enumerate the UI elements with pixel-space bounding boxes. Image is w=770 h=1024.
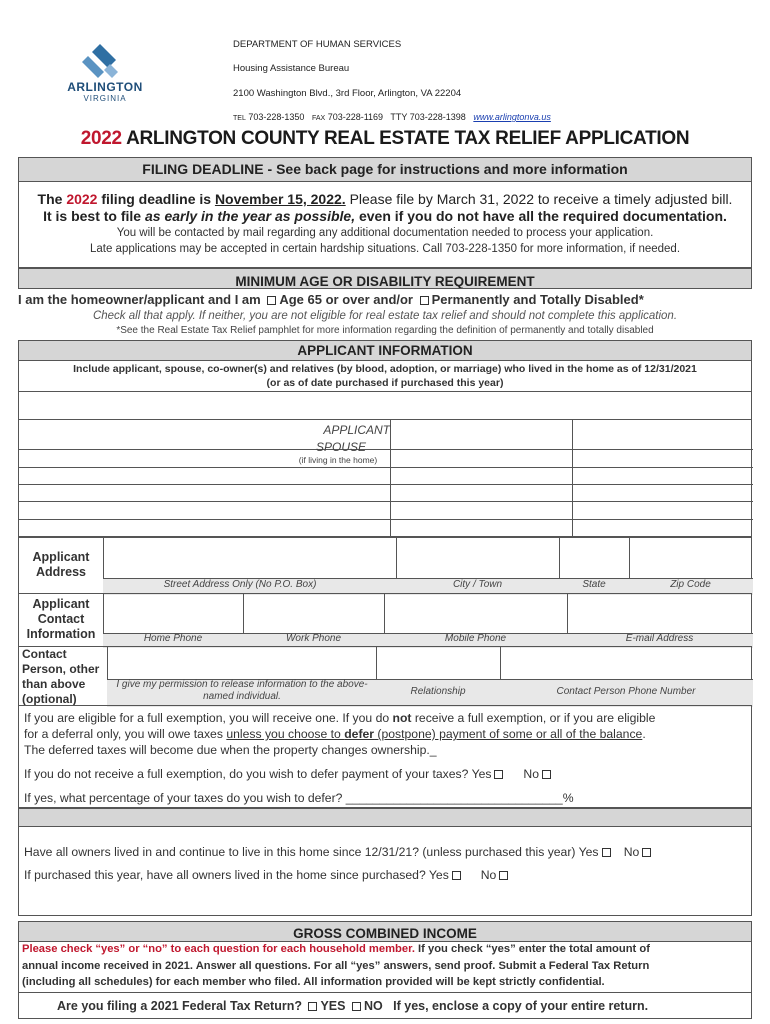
deferral-defer: defer [344, 727, 375, 741]
work-phone-field[interactable] [243, 594, 383, 632]
tax-return-no-label: NO [363, 999, 383, 1013]
email-caption: E-mail Address [625, 633, 694, 644]
contact-person-label: Contact Person, other than above (optional) [22, 647, 100, 706]
household-header-row[interactable] [18, 391, 752, 420]
tax-return-no-checkbox[interactable] [352, 1002, 361, 1011]
deferral-para-2 [24, 727, 646, 741]
deferral-p1-a: If you are eligible for a full exemption, you will receive one. If you do [24, 711, 393, 725]
contact-phone-field[interactable] [500, 647, 751, 678]
filing-l1-c: Please file by March 31, 2022 to receive a timely adjusted bill. [345, 191, 733, 207]
fax-number: 703-228-1169 [327, 112, 384, 122]
applicant-instruction-2: (or as of date purchased if purchased this year) [266, 377, 504, 389]
deferral-para-1 [24, 711, 655, 725]
tax-return-question-text: Are you filing a 2021 Federal Tax Return? [57, 999, 302, 1013]
income-bar: GROSS COMBINED INCOME [18, 921, 752, 942]
owners-q2-yes-checkbox[interactable] [452, 871, 461, 880]
home-phone-caption: Home Phone [143, 633, 203, 644]
deferral-p2-u1: unless you choose to [226, 727, 345, 741]
tax-return-instruction: If yes, enclose a copy of your entire return. [393, 999, 649, 1013]
defer-question [24, 767, 554, 781]
title-text: ARLINGTON COUNTY REAL ESTATE TAX RELIEF APPLICATION [121, 128, 690, 149]
home-phone-field[interactable] [103, 594, 242, 632]
income-red-instruction: Please check “yes” or “no” to each question for each household member. [22, 943, 415, 955]
logo-line1: ARLINGTON [67, 80, 143, 94]
website-link[interactable]: www.arlingtonva.us [473, 112, 551, 122]
defer-yes-checkbox[interactable] [494, 770, 503, 779]
tel-label: TEL [233, 115, 246, 122]
title-year: 2022 [80, 128, 122, 149]
income-l1-b: If you check “yes” enter the total amount of [414, 943, 650, 955]
filing-line-3: You will be contacted by mail regarding any additional documentation needed to process your application. [116, 227, 654, 239]
permission-caption: I give my permission to release information to the above-named individual. [116, 679, 368, 702]
defer-no-label: No [523, 767, 539, 781]
filing-l1-a: The [37, 191, 67, 207]
filing-l1-b: filing deadline is [97, 191, 215, 207]
arlington-diamond-icon [60, 42, 150, 82]
deferral-para-3: The deferred taxes will become due when the property changes ownership._ [24, 743, 437, 757]
mobile-phone-caption: Mobile Phone [444, 633, 507, 644]
logo-line2: VIRGINIA [83, 94, 127, 103]
section-divider-bar [18, 808, 752, 827]
city-field[interactable] [396, 538, 558, 577]
deferral-p2-u2: (postpone) payment of some or all of the balance [374, 727, 643, 741]
contact-numbers [233, 112, 551, 122]
age-disability-bar: MINIMUM AGE OR DISABILITY REQUIREMENT [18, 268, 752, 289]
age-footnote: *See the Real Estate Tax Relief pamphlet for more information regarding the definition of permanently and totally disabled [116, 325, 654, 336]
disabled-checkbox[interactable] [420, 296, 429, 305]
mobile-phone-field[interactable] [384, 594, 566, 632]
table-row[interactable] [18, 518, 389, 537]
owners-q2-text: If purchased this year, have all owners lived in the home since purchased? Yes [24, 868, 449, 882]
income-line-1 [22, 943, 650, 955]
tty-number: TTY 703-228-1398 [390, 112, 466, 122]
age-note: Check all that apply. If neither, you are not eligible for real estate tax relief and should not complete this application. [92, 310, 678, 322]
zip-field[interactable] [629, 538, 751, 577]
filing-line-4: Late applications may be accepted in certain hardship situations. Call 703-228-1350 for more information, if needed. [89, 243, 681, 255]
deferral-p1-b: receive a full exemption, or if you are eligible [411, 711, 656, 725]
contact-phone-caption: Contact Person Phone Number [556, 686, 696, 697]
defer-percentage-question[interactable]: If yes, what percentage of your taxes do you wish to defer? ________________________________% [24, 791, 574, 805]
age-65-label: Age 65 or over and/or [279, 292, 413, 307]
contact-label: Applicant Contact Information [26, 597, 96, 641]
filing-l2-a: It is best to file [43, 208, 145, 224]
work-phone-caption: Work Phone [285, 633, 342, 644]
row-label-spouse: SPOUSE [315, 440, 366, 454]
zip-caption: Zip Code [670, 579, 711, 590]
table-row[interactable] [18, 500, 389, 518]
state-field[interactable] [559, 538, 628, 577]
owners-q1-no-checkbox[interactable] [642, 848, 651, 857]
filing-l2-c: even if you do not have all the required documentation. [355, 208, 727, 224]
tel-number: 703-228-1350 [248, 112, 305, 122]
email-field[interactable] [567, 594, 751, 632]
applicant-info-bar: APPLICANT INFORMATION [18, 340, 752, 361]
state-caption: State [582, 579, 606, 590]
defer-question-text: If you do not receive a full exemption, do you wish to defer payment of your taxes? Yes [24, 767, 492, 781]
department-name: DEPARTMENT OF HUMAN SERVICES [233, 39, 402, 50]
filing-line-1 [18, 191, 752, 207]
deferral-p2-a: for a deferral only, you will owe taxes [24, 727, 227, 741]
tax-return-yes-label: YES [320, 999, 346, 1013]
owners-q2-no-checkbox[interactable] [499, 871, 508, 880]
table-row[interactable] [18, 466, 389, 483]
street-caption: Street Address Only (No P.O. Box) [163, 579, 317, 590]
owners-q1-no-label: No [623, 845, 640, 859]
filing-deadline-date: November 15, 2022. [214, 191, 346, 207]
arlington-logo [60, 42, 150, 104]
fax-label: FAX [311, 115, 326, 122]
table-row[interactable] [18, 483, 389, 500]
age-line-label: I am the homeowner/applicant and I am [18, 292, 261, 307]
age-65-checkbox[interactable] [267, 296, 276, 305]
relationship-field[interactable] [376, 647, 499, 678]
deferral-p2-b: . [642, 727, 646, 741]
owners-q1-yes-checkbox[interactable] [602, 848, 611, 857]
filing-deadline-bar: FILING DEADLINE - See back page for instructions and more information [18, 157, 752, 182]
filing-l2-b: as early in the year as possible, [144, 208, 356, 224]
city-caption: City / Town [452, 579, 503, 590]
income-line-2: annual income received in 2021. Answer all questions. For all “yes” answers, send proof. Submit a Federal Tax Return [22, 960, 650, 972]
office-address: 2100 Washington Blvd., 3rd Floor, Arlington, VA 22204 [233, 88, 462, 99]
defer-no-checkbox[interactable] [542, 770, 551, 779]
age-line [18, 292, 644, 307]
applicant-instruction-1: Include applicant, spouse, co-owner(s) and relatives (by blood, adoption, or marriage) who lived in the home as of 12/31/2021 [73, 363, 697, 375]
deferral-not: not [392, 711, 412, 725]
filing-l1-year: 2022 [66, 191, 98, 207]
owners-q1-text: Have all owners lived in and continue to live in this home since 12/31/21? (unless purchased this year) Yes [24, 845, 599, 859]
tax-return-question [57, 999, 648, 1013]
bureau-name: Housing Assistance Bureau [233, 63, 350, 74]
disabled-label: Permanently and Totally Disabled* [431, 292, 644, 307]
contact-person-name-field[interactable] [107, 647, 375, 678]
income-line-3: (including all schedules) for each member who filed. All information provided will be kept strictly confidential. [22, 976, 605, 988]
address-label: Applicant Address [32, 550, 90, 579]
owners-question-1 [24, 845, 654, 859]
relationship-caption: Relationship [410, 686, 466, 697]
row-label-spouse-note: (if living in the home) [298, 455, 378, 465]
filing-line-2 [18, 208, 752, 224]
owners-question-2 [24, 868, 511, 882]
tax-return-yes-checkbox[interactable] [308, 1002, 317, 1011]
owners-q2-no-label: No [480, 868, 497, 882]
row-label-applicant: APPLICANT [323, 423, 390, 437]
page-title [18, 128, 752, 150]
